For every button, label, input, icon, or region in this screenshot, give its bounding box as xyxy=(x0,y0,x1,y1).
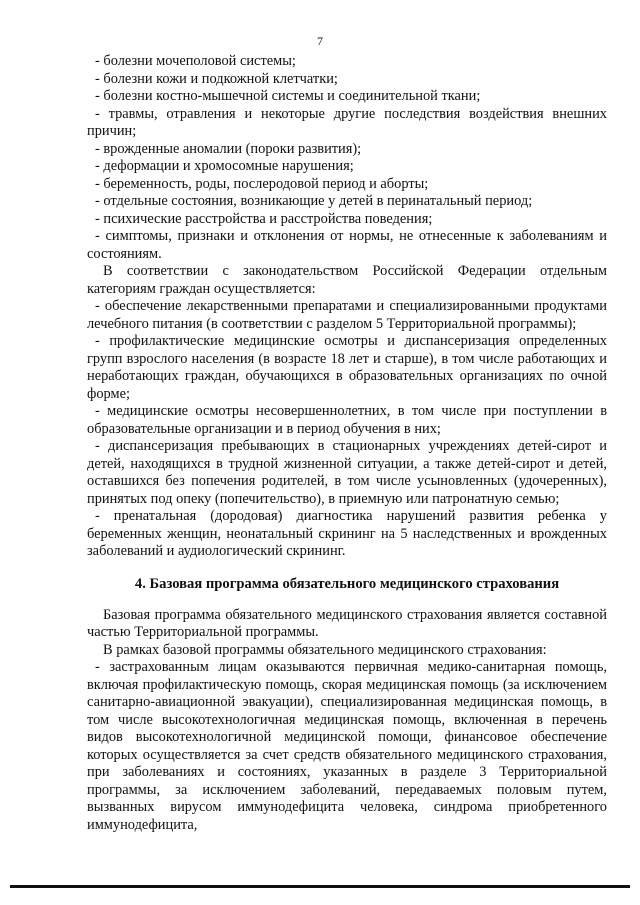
list-item: - болезни кожи и подкожной клетчатки; xyxy=(95,70,338,87)
list-item: - симптомы, признаки и отклонения от нормы, не отнесенные к заболеваниям и состояниям. xyxy=(87,228,607,262)
provision-item: - пренатальная (дородовая) диагностика нарушений развития ребенка у беременных женщин, неонатальный скрининг на 5 наследственных и врожденных заболеваний и аудиологический скрининг. xyxy=(87,508,607,559)
intro-paragraph: В соответствии с законодательством Российской Федерации отдельным категориям граждан осуществляется: xyxy=(87,263,607,297)
section-heading: 4. Базовая программа обязательного медицинского страхования xyxy=(134,575,560,592)
section-paragraph: В рамках базовой программы обязательного медицинского страхования: xyxy=(103,641,547,658)
section-paragraph: Базовая программа обязательного медицинского страхования является составной частью Территориальной программы. xyxy=(87,606,607,640)
provision-item: - диспансеризация пребывающих в стационарных учреждениях детей-сирот и детей, находящихся в трудной жизненной ситуации, а также детей-сирот и детей, оставшихся без попечения родителей, в том числе усыновленных (удочеренных), принятых под опеку (попечительство), в приемную или патронатную семью; xyxy=(87,438,607,507)
list-item: - травмы, отравления и некоторые другие последствия воздействия внешних причин; xyxy=(87,105,607,139)
page-number: 7 xyxy=(317,34,323,48)
list-item: - психические расстройства и расстройства поведения; xyxy=(95,210,433,227)
list-item: - болезни мочеполовой системы; xyxy=(95,53,296,69)
document-body xyxy=(87,53,607,834)
list-item: - беременность, роды, послеродовой период и аборты; xyxy=(95,175,429,192)
page-bottom-rule xyxy=(10,885,630,888)
provision-item: - обеспечение лекарственными препаратами и специализированными продуктами лечебного питания (в соответствии с разделом 5 Территориальной программы); xyxy=(87,298,607,332)
list-item: - деформации и хромосомные нарушения; xyxy=(95,158,354,174)
list-item: - болезни костно-мышечной системы и соединительной ткани; xyxy=(95,88,481,104)
list-item: - врожденные аномалии (пороки развития); xyxy=(95,140,362,157)
list-item: - отдельные состояния, возникающие у детей в перинатальный период; xyxy=(95,193,533,209)
section-paragraph: - застрахованным лицам оказываются первичная медико-санитарная помощь, включая профилактическую помощь, скорая медицинская помощь (за исключением санитарно-авиационной эвакуации), специализированная медицинская помощь, в том числе высокотехнологичная медицинская помощь, включенная в перечень видов высокотехнологичной медицинской помощи, финансовое обеспечение которых осуществляется за счет средств обязательного медицинского страхования, при заболеваниях и состояниях, указанных в разделе 3 Территориальной программы, за исключением заболеваний, передаваемых половым путем, вызванных вирусом иммунодефицита человека, синдрома приобретенного иммунодефицита, xyxy=(87,659,607,833)
provision-item: - медицинские осмотры несовершеннолетних, в том числе при поступлении в образовательные организации и в период обучения в них; xyxy=(87,403,607,437)
provision-item: - профилактические медицинские осмотры и диспансеризация определенных групп взрослого населения (в возрасте 18 лет и старше), в том числе работающих и неработающих граждан, обучающихся в образовательных организациях по очной форме; xyxy=(87,333,607,402)
